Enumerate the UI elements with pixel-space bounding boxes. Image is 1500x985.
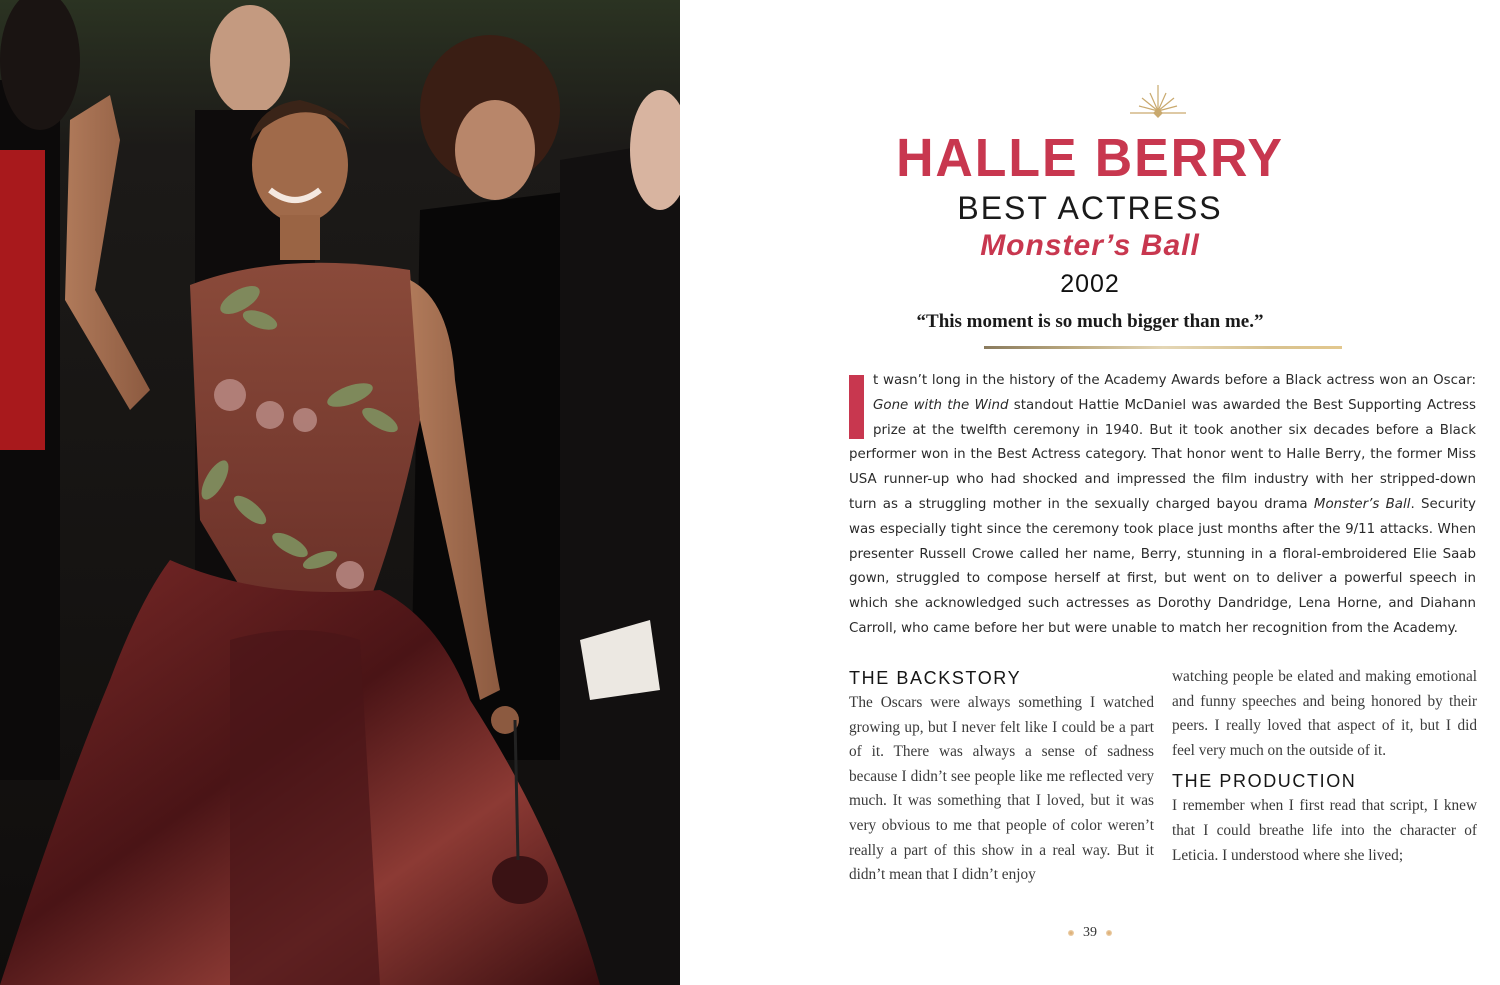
actress-name-title: HALLE BERRY xyxy=(896,128,1284,188)
section-heading-production: THE PRODUCTION xyxy=(1172,771,1357,792)
photo-illustration xyxy=(0,0,680,985)
column-left xyxy=(849,665,1154,888)
pull-quote: “This moment is so much bigger than me.” xyxy=(916,311,1264,332)
red-carpet-photo xyxy=(0,0,680,985)
ornament-dot-icon xyxy=(1068,930,1074,936)
sunburst-ornament-icon xyxy=(1130,84,1186,118)
intro-paragraph xyxy=(849,369,1476,642)
award-category: BEST ACTRESS xyxy=(957,190,1223,226)
award-year: 2002 xyxy=(1060,270,1120,298)
page-number: 39 xyxy=(1083,925,1097,940)
intro-italic-film-1: Gone with the Wind xyxy=(873,397,1009,413)
article-page xyxy=(680,0,1500,985)
column-right xyxy=(1172,665,1477,868)
intro-italic-film-2: Monster’s Ball xyxy=(1313,496,1411,512)
section-heading-backstory: THE BACKSTORY xyxy=(849,668,1022,688)
drop-cap xyxy=(849,375,864,439)
production-text: I remember when I first read that script, I knew that I could breathe life into the character of Leticia. I understood where she lived; xyxy=(1172,797,1477,864)
backstory-text-part2: watching people be elated and making emotional and funny speeches and being honored by their peers. I really loved that aspect of it, but I did feel very much on the outside of it. xyxy=(1172,668,1477,759)
intro-text-2: standout Hattie McDaniel was awarded the Best Supporting Actress prize at the twelfth ceremony in 1940. But it took another six decades before a Black performer won in the Best Actress category. That honor went to Halle Berry, the former Miss USA runner-up who had shocked and impressed the film industry with her stripped-down turn as a struggling mother in the sexually charged bayou drama xyxy=(849,397,1476,512)
page-number-footer xyxy=(680,925,1500,941)
gold-divider xyxy=(984,346,1342,349)
backstory-text-part1: The Oscars were always something I watched growing up, but I never felt like I could be a part of it. There was always a sense of sadness because I didn’t see people like me reflected very much. It was something that I loved, but it was very obvious to me that people of color weren’t really a part of this show in a real way. But it didn’t mean that I didn’t enjoy xyxy=(849,694,1154,884)
film-title: Monster’s Ball xyxy=(980,229,1200,262)
intro-text-1: t wasn’t long in the history of the Academy Awards before a Black actress won an Oscar: xyxy=(873,373,1476,388)
ornament-dot-icon xyxy=(1106,930,1112,936)
intro-text-3: . Security was especially tight since the ceremony took place just months after the 9/11 attacks. When presenter Russell Crowe called her name, Berry, stunning in a floral-embroidered Elie Saab gown, struggled to compose herself at first, but went on to deliver a powerful speech in which she acknowledged such actresses as Dorothy Dandridge, Lena Horne, and Diahann Carroll, who came before her but were unable to match her recognition from the Academy. xyxy=(849,496,1476,636)
